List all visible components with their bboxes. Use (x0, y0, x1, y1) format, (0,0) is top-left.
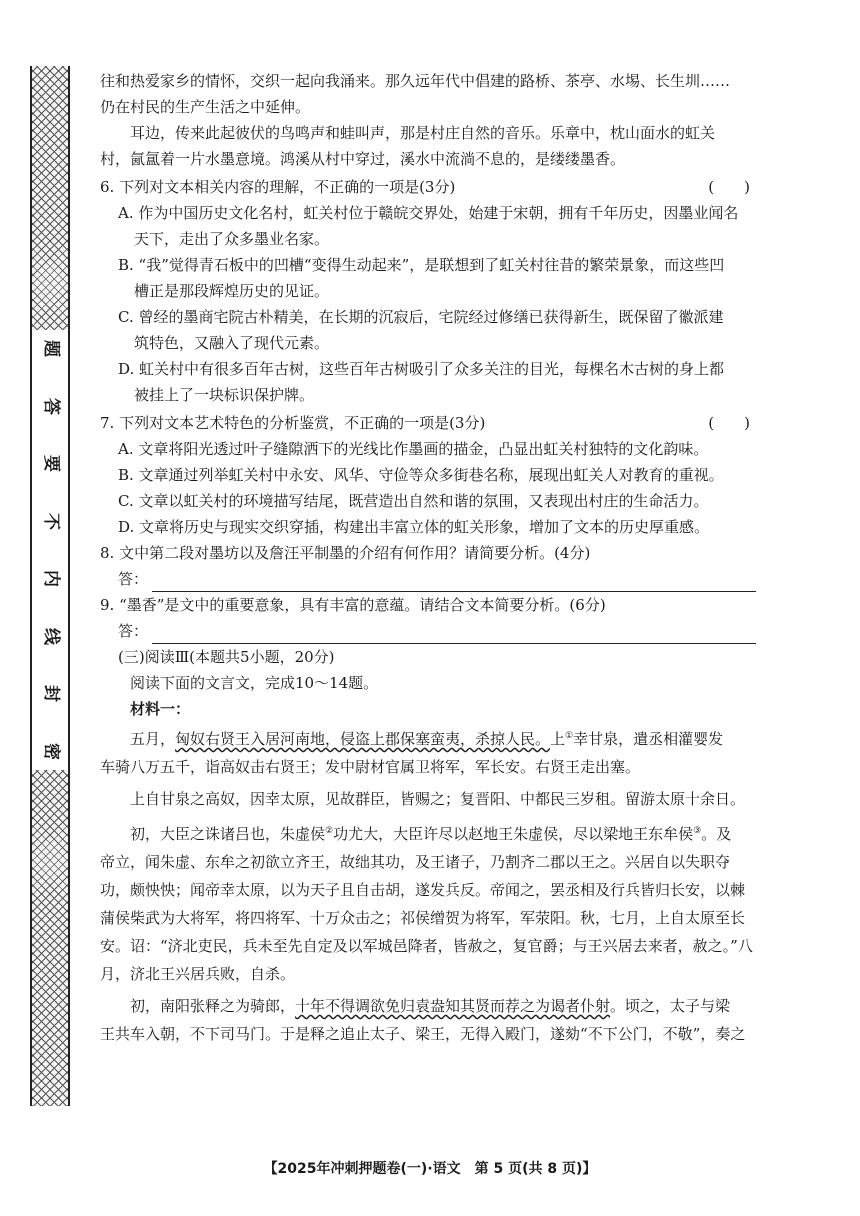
classical-line: 安。诏：“济北吏民，兵未至先自定及以军城邑降者，皆赦之，复官爵；与王兴居去来者，赦之。”八 (100, 937, 753, 955)
passage-line: 往和热爱家乡的情怀，交织一起向我涌来。那久远年代中倡建的路桥、茶亭、水埸、长生圳…… (100, 72, 731, 90)
option-d: D. 虹关村中有很多百年古树，这些百年古树吸引了众多关注的目光，每棵名木古树的身上都 (118, 360, 725, 378)
material-label: 材料一： (130, 700, 191, 718)
passage-line: 村，氤氲着一片水墨意境。鸿溪从村中穿过，溪水中流淌不息的，是缕缕墨香。 (100, 150, 626, 168)
classical-text: 。及 (701, 825, 732, 843)
answer-line-8[interactable] (100, 566, 756, 592)
section-heading: (三)阅读Ⅲ(本题共5小题，20分) (118, 648, 335, 666)
classical-text: 幸甘泉，遣丞相灌婴发 (573, 730, 724, 748)
option-c-cont: 筑特色，又融入了现代元素。 (134, 334, 330, 352)
classical-line: 月，济北王兴居兵败，自杀。 (100, 965, 296, 983)
question-stem: 7. 下列对文本艺术特色的分析鉴赏，不正确的一项是(3分) (100, 414, 486, 432)
classical-text: 五月， (130, 730, 176, 748)
option-c: C. 曾经的墨商宅院古朴精美，在长期的沉寂后，宅院经过修缮已获得新生，既保留了徽派建 (118, 308, 724, 326)
question-stem: 6. 下列对文本相关内容的理解，不正确的一项是(3分) (100, 178, 456, 196)
option-b-cont: 槽正是那段辉煌历史的见证。 (134, 282, 330, 300)
seal-char: 答 (40, 397, 61, 415)
answer-label: 答： (118, 570, 149, 588)
option-a: A. 作为中国历史文化名村，虹关村位于赣皖交界处，始建于宋朝，拥有千年历史，因墨业闻名 (118, 204, 739, 222)
seal-char: 密 (40, 742, 61, 760)
question-8-stem: 8. 文中第二段对墨坊以及詹汪平制墨的介绍有何作用？请简要分析。(4分) (100, 544, 591, 562)
classical-text: 初，南阳张释之为骑郎， (130, 997, 296, 1015)
answer-paren[interactable]: ( ) (708, 414, 750, 432)
seal-char: 要 (40, 455, 61, 473)
question-9-stem: 9. “墨香”是文中的重要意象，具有丰富的意蕴。请结合文本简要分析。(6分) (100, 596, 606, 614)
classical-line: 车骑八万五千，诣高奴击右贤王；发中尉材官属卫将军，军长安。右贤王走出塞。 (100, 758, 641, 776)
wavy-underlined-text: 匈奴右贤王入居河南地，侵盗上郡保塞蛮夷，杀掠人民。 (175, 730, 551, 748)
passage-line: 仍在村民的生产生活之中延伸。 (100, 98, 311, 116)
option-a: A. 文章将阳光透过叶子缝隙洒下的光线比作墨画的描金，凸显出虹关村独特的文化韵味。 (118, 440, 709, 458)
classical-text: 上 (550, 730, 566, 748)
answer-paren[interactable]: ( ) (708, 178, 750, 196)
seal-char: 题 (40, 340, 61, 357)
question-7 (100, 410, 756, 436)
classical-paragraph-3 (100, 817, 756, 848)
footnote-marker: ① (565, 731, 574, 741)
seal-char: 线 (40, 627, 61, 645)
answer-rule[interactable] (152, 625, 756, 644)
classical-line: 功，颇怏怏；闻帝幸太原，以为天子且自击胡，遂发兵反。帝闻之，罢丞相及行兵皆归长安，以棘 (100, 881, 746, 899)
seal-char: 内 (40, 570, 61, 588)
footnote-marker: ③ (693, 826, 702, 836)
seal-line-notice (30, 330, 70, 770)
question-6 (100, 174, 756, 200)
option-c: C. 文章以虹关村的环境描写结尾，既营造出自然和谐的氛围，又表现出村庄的生命活力。 (118, 492, 709, 510)
option-a-cont: 天下，走出了众多墨业名家。 (134, 230, 330, 248)
wavy-underlined-text: 十年不得调欲免归袁盎知其贤而荐之为谒者仆射 (295, 997, 611, 1015)
option-b: B. “我”觉得青石板中的凹槽“变得生动起来”，是联想到了虹关村往昔的繁荣景象，而这些凹 (118, 256, 725, 274)
classical-paragraph-1 (100, 722, 756, 753)
seal-char: 封 (40, 685, 61, 703)
answer-label: 答： (118, 622, 149, 640)
page-content (100, 68, 756, 1048)
classical-line: 王共车入朝，不下司马门。于是释之追止太子、梁王，无得入殿门，遂劾“不下公门，不敬”，奏之 (100, 1025, 746, 1043)
seal-char: 不 (40, 512, 61, 530)
classical-text: 。顷之，太子与梁 (610, 997, 731, 1015)
answer-rule[interactable] (152, 573, 756, 592)
classical-line: 帝立，闻朱虚、东牟之初欲立齐王，故绌其功，及王诸子，乃割齐二郡以王之。兴居自以失职夺 (100, 853, 731, 871)
option-b: B. 文章通过列举虹关村中永安、风华、守俭等众多街巷名称，展现出虹关人对教育的重视。 (118, 466, 724, 484)
classical-paragraph-2: 上自甘泉之高奴，因幸太原，见故群臣，皆赐之；复晋阳、中都民三岁租。留游太原十余日。 (130, 790, 746, 808)
section-instruction: 阅读下面的文言文，完成10～14题。 (130, 674, 379, 692)
option-d-cont: 被挂上了一块标识保护牌。 (134, 386, 315, 404)
passage-line: 耳边，传来此起彼伏的鸟鸣声和蛙叫声，那是村庄自然的音乐。乐章中，枕山面水的虹关 (130, 124, 716, 142)
classical-line: 蒲侯柴武为大将军，将四将军、十万众击之；祁侯缯贺为将军，军荥阳。秋，七月，上自太原至长 (100, 909, 746, 927)
classical-text: 功尤大，大臣许尽以赵地王朱虚侯，尽以梁地王东牟侯 (333, 825, 694, 843)
answer-line-9[interactable] (100, 618, 756, 644)
page-footer: 【2025年冲刺押题卷(一)·语文 第 5 页(共 8 页)】 (263, 1161, 597, 1177)
option-d: D. 文章将历史与现实交织穿插，构建出丰富立体的虹关形象，增加了文本的历史厚重感。 (118, 518, 710, 536)
classical-text: 初，大臣之诛诸吕也，朱虚侯 (130, 825, 326, 843)
footnote-marker: ② (325, 826, 334, 836)
classical-paragraph-4 (100, 992, 756, 1020)
